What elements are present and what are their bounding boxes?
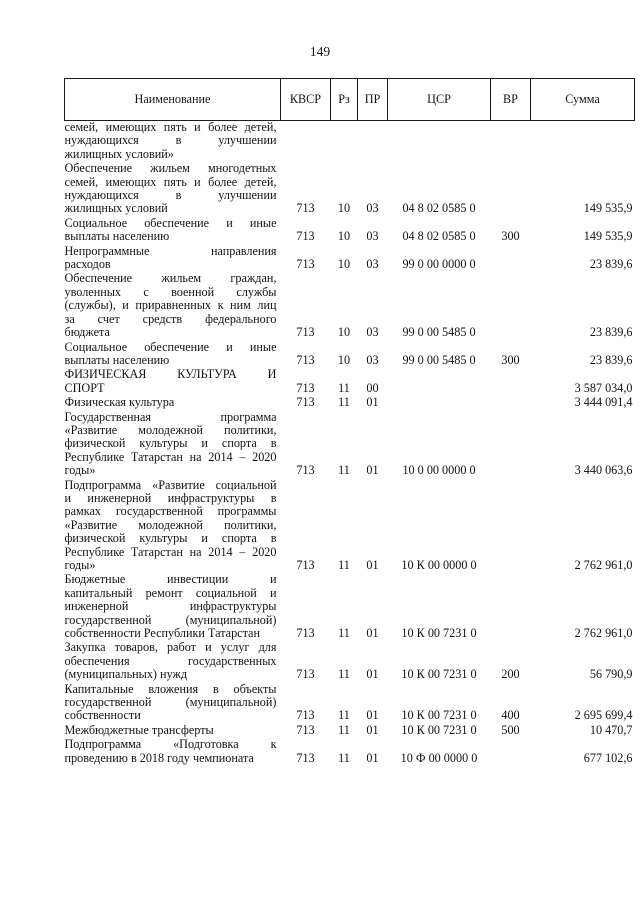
vr-cell — [491, 271, 531, 339]
kvsr-cell: 713 — [296, 722, 315, 737]
sum-cell: 2 762 961,0 — [574, 558, 633, 572]
name-cell — [65, 244, 281, 272]
table-row — [65, 572, 635, 640]
name-line: Республике Татарстан на 2014 – 2020 — [64, 544, 277, 559]
pr-cell: 03 — [366, 201, 379, 216]
vr-cell — [491, 244, 531, 272]
name-line: годы» — [64, 463, 96, 478]
pr-cell — [358, 121, 388, 162]
vr-cell: 300 — [501, 229, 520, 244]
sum-cell: 149 535,9 — [583, 201, 633, 216]
csr-cell: 10 К 00 7231 0 — [401, 626, 477, 641]
vr-cell: 300 — [501, 352, 520, 367]
sum-cell: 3 440 063,6 — [574, 463, 633, 478]
name-line: собственности Республики Татарстан — [64, 626, 260, 641]
header-kvsr: КВСР — [281, 79, 331, 121]
table-row — [65, 640, 635, 681]
page-number: 149 — [309, 44, 331, 59]
kvsr-cell: 713 — [296, 708, 315, 723]
name-line: Физическая культура — [64, 395, 175, 410]
table-body — [65, 121, 635, 766]
sum-cell: 3 587 034,0 — [574, 380, 633, 395]
table-row — [65, 478, 635, 573]
table-row — [65, 682, 635, 723]
vr-cell: 500 — [501, 722, 520, 737]
name-line: Социальное обеспечение и иные — [64, 339, 277, 354]
csr-cell: 99 0 00 5485 0 — [402, 352, 476, 367]
name-cell — [65, 410, 281, 478]
name-line: нуждающихся в улучшении — [64, 133, 277, 148]
name-cell — [65, 271, 281, 339]
rz-cell: 11 — [338, 750, 350, 765]
header-row — [65, 79, 635, 121]
rz-cell: 10 — [337, 229, 351, 244]
pr-cell: 00 — [366, 380, 379, 395]
rz-cell: 11 — [338, 395, 350, 410]
name-line: Межбюджетные трансферты — [64, 722, 214, 737]
rz-cell — [331, 121, 358, 162]
name-line: ФИЗИЧЕСКАЯ КУЛЬТУРА И — [64, 367, 277, 382]
header-sum: Сумма — [531, 79, 635, 121]
table-row — [65, 367, 635, 395]
rz-cell: 11 — [338, 626, 350, 641]
sum-cell: 23 839,6 — [589, 257, 633, 272]
name-line: Непрограммные направления — [64, 243, 277, 258]
name-line: жилищных условий — [64, 201, 168, 216]
name-line: государственной (муниципальной) — [64, 612, 277, 627]
name-line: жилищных условий» — [64, 146, 174, 161]
vr-cell — [491, 395, 531, 409]
rz-cell: 11 — [338, 558, 350, 572]
pr-cell: 03 — [366, 229, 379, 244]
pr-cell: 03 — [366, 352, 379, 367]
csr-cell: 04 8 02 0585 0 — [402, 229, 476, 244]
name-cell — [65, 395, 281, 409]
csr-cell: 10 К 00 7231 0 — [401, 667, 477, 682]
kvsr-cell: 713 — [296, 257, 315, 272]
name-cell — [65, 478, 281, 573]
name-line: уволенных с военной службы — [64, 284, 277, 299]
rz-cell: 10 — [337, 325, 351, 340]
name-line: Бюджетные инвестиции и — [64, 572, 277, 587]
name-line: физической культуры и спорта в — [64, 531, 277, 546]
name-cell — [65, 640, 281, 681]
name-line: Республике Татарстан на 2014 – 2020 — [64, 449, 277, 464]
sum-cell: 3 444 091,4 — [574, 395, 633, 410]
kvsr-cell: 713 — [296, 201, 315, 216]
kvsr-cell: 713 — [296, 667, 315, 682]
name-line: «Развитие молодежной политики, — [64, 517, 277, 532]
sum-cell: 677 102,6 — [583, 750, 633, 765]
name-line: за счет средств федерального — [64, 311, 277, 326]
sum-cell: 10 470,7 — [589, 722, 633, 737]
header-pr: ПР — [358, 79, 388, 121]
sum-cell: 23 839,6 — [589, 325, 633, 340]
name-line: нуждающихся в улучшении — [64, 188, 277, 203]
table-row — [65, 271, 635, 339]
sum-cell — [531, 121, 635, 162]
name-line: Капитальные вложения в объекты — [64, 681, 277, 696]
table-row — [65, 737, 635, 765]
kvsr-cell: 713 — [296, 558, 315, 572]
name-line: (службы), и приравненных к ним лиц — [64, 298, 277, 313]
name-line: бюджета — [64, 325, 110, 340]
budget-table — [64, 78, 635, 765]
rz-cell: 10 — [337, 352, 351, 367]
name-line: Обеспечение жильем граждан, — [64, 271, 277, 286]
name-line: государственной (муниципальной) — [64, 695, 277, 710]
table-row — [65, 161, 635, 216]
kvsr-cell: 713 — [296, 380, 315, 395]
pr-cell: 03 — [366, 325, 379, 340]
kvsr-cell: 713 — [296, 325, 315, 340]
pr-cell: 01 — [366, 626, 379, 641]
pr-cell: 01 — [366, 667, 379, 682]
name-line: выплаты населению — [64, 352, 170, 367]
table-row — [65, 410, 635, 478]
table-row — [65, 340, 635, 368]
vr-cell — [491, 737, 531, 765]
kvsr-cell: 713 — [296, 750, 315, 765]
csr-cell: 99 0 00 0000 0 — [402, 257, 476, 272]
csr-cell: 10 К 00 0000 0 — [401, 558, 477, 572]
name-cell — [65, 340, 281, 368]
name-line: рамках государственной программы — [64, 504, 277, 519]
name-line: (муниципальных) нужд — [64, 667, 188, 682]
name-line: расходов — [64, 257, 111, 272]
name-line: и инженерной инфраструктуры в — [64, 490, 277, 505]
header-csr: ЦСР — [388, 79, 491, 121]
sum-cell: 2 762 961,0 — [574, 626, 633, 641]
rz-cell: 10 — [337, 201, 351, 216]
name-line: семей, имеющих пять и более детей, — [64, 120, 277, 134]
vr-cell — [491, 478, 531, 573]
header-name: Наименование — [65, 79, 281, 121]
rz-cell: 11 — [338, 380, 350, 395]
csr-cell: 10 Ф 00 0000 0 — [400, 750, 478, 765]
name-cell — [65, 682, 281, 723]
kvsr-cell: 713 — [296, 626, 315, 641]
name-cell — [65, 161, 281, 216]
rz-cell: 11 — [338, 463, 350, 478]
rz-cell: 11 — [338, 722, 350, 737]
csr-cell: 10 К 00 7231 0 — [401, 722, 477, 737]
name-line: выплаты населению — [64, 229, 170, 244]
sum-cell: 149 535,9 — [583, 229, 633, 244]
name-line: «Развитие молодежной политики, — [64, 422, 277, 437]
name-line: капитальный ремонт социальной и — [64, 585, 277, 600]
rz-cell: 11 — [338, 708, 350, 723]
name-line: инженерной инфраструктуры — [64, 599, 277, 614]
pr-cell: 01 — [366, 722, 379, 737]
csr-cell — [388, 367, 491, 395]
csr-cell: 04 8 02 0585 0 — [402, 201, 476, 216]
pr-cell: 01 — [366, 463, 379, 478]
name-line: семей, имеющих пять и более детей, — [64, 174, 277, 189]
name-line: Подпрограмма «Подготовка к — [64, 737, 277, 752]
kvsr-cell: 713 — [296, 463, 315, 478]
vr-cell — [491, 410, 531, 478]
name-cell — [65, 216, 281, 244]
name-line: собственности — [64, 708, 141, 723]
pr-cell: 03 — [366, 257, 379, 272]
vr-cell — [491, 161, 531, 216]
csr-cell: 10 К 00 7231 0 — [401, 708, 477, 723]
name-line: Обеспечение жильем многодетных — [64, 161, 277, 176]
pr-cell: 01 — [366, 708, 379, 723]
vr-cell: 400 — [501, 708, 520, 723]
vr-cell: 200 — [501, 667, 520, 682]
name-line: проведению в 2018 году чемпионата — [64, 750, 254, 765]
name-cell — [65, 737, 281, 765]
csr-cell: 99 0 00 5485 0 — [402, 325, 476, 340]
kvsr-cell: 713 — [296, 229, 315, 244]
name-line: Государственная программа — [64, 409, 277, 424]
rz-cell: 11 — [338, 667, 350, 682]
header-rz: Рз — [331, 79, 358, 121]
name-line: физической культуры и спорта в — [64, 436, 277, 451]
csr-cell — [388, 121, 491, 162]
name-cell — [65, 723, 281, 737]
vr-cell — [491, 367, 531, 395]
table-row — [65, 121, 635, 162]
table-row — [65, 244, 635, 272]
csr-cell — [388, 395, 491, 409]
table-header — [65, 79, 635, 121]
name-line: Закупка товаров, работ и услуг для — [64, 640, 277, 655]
pr-cell: 01 — [366, 558, 379, 572]
vr-cell — [491, 121, 531, 162]
table-row — [65, 723, 635, 737]
table-row — [65, 216, 635, 244]
kvsr-cell: 713 — [296, 352, 315, 367]
sum-cell: 2 695 699,4 — [574, 708, 633, 723]
name-cell — [65, 367, 281, 395]
kvsr-cell: 713 — [296, 395, 315, 410]
rz-cell: 10 — [337, 257, 351, 272]
kvsr-cell — [281, 121, 331, 162]
table-row — [65, 395, 635, 409]
name-cell — [65, 572, 281, 640]
csr-cell: 10 0 00 0000 0 — [402, 463, 476, 478]
pr-cell: 01 — [366, 750, 379, 765]
name-cell — [65, 121, 281, 162]
pr-cell: 01 — [366, 395, 379, 410]
sum-cell: 23 839,6 — [589, 352, 633, 367]
name-line: обеспечения государственных — [64, 653, 277, 668]
vr-cell — [491, 572, 531, 640]
name-line: годы» — [64, 558, 96, 572]
name-line: СПОРТ — [64, 380, 105, 395]
name-line: Подпрограмма «Развитие социальной — [64, 477, 277, 492]
header-vr: ВР — [491, 79, 531, 121]
sum-cell: 56 790,9 — [589, 667, 633, 682]
name-line: Социальное обеспечение и иные — [64, 215, 277, 230]
